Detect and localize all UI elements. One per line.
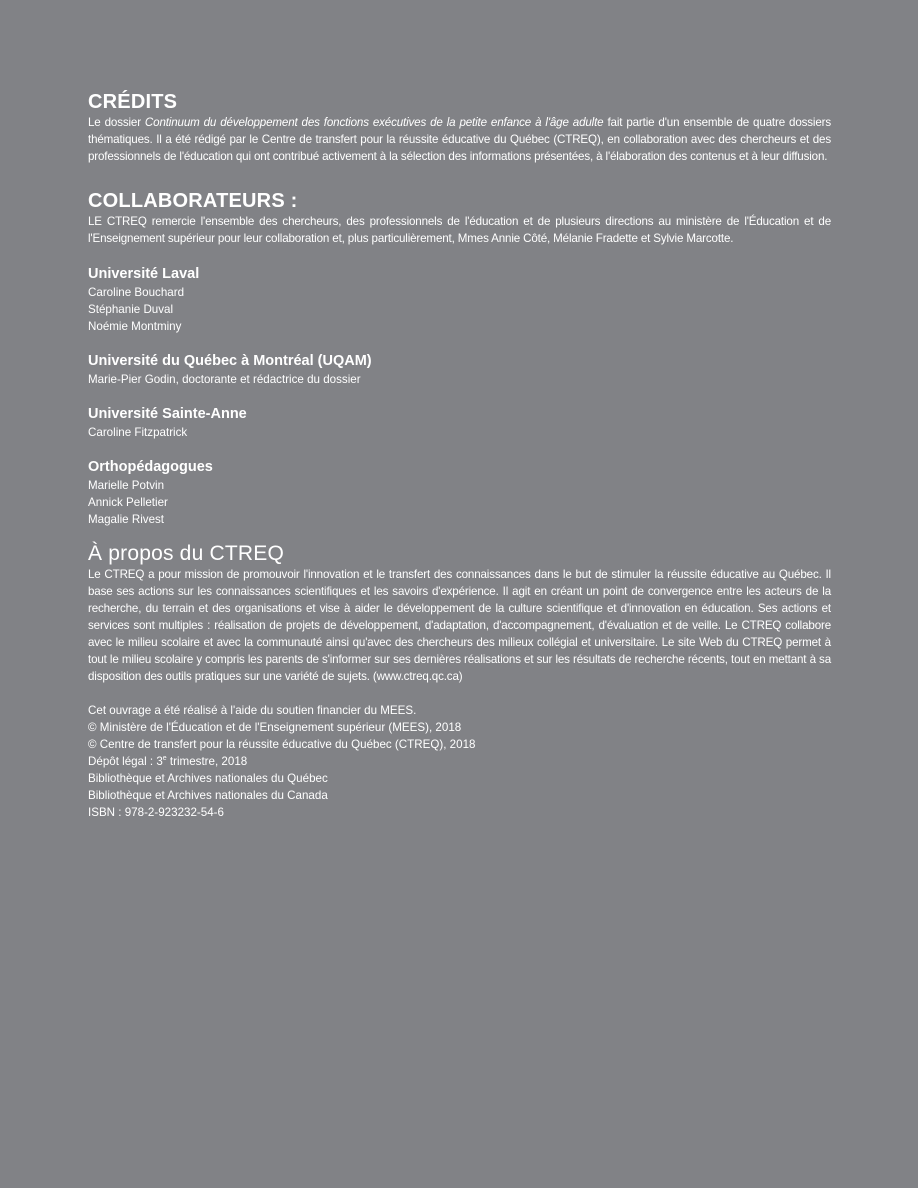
bibliotheque-canada: Bibliothèque et Archives nationales du Canada <box>88 789 328 802</box>
group-uqam <box>88 352 831 388</box>
funding-notice: Cet ouvrage a été réalisé à l'aide du soutien financier du MEES. <box>88 704 417 717</box>
credits-text-after: fait partie d'un ensemble de quatre dossiers thématiques. Il a été rédigé par le Centre de transfert pour la réussite éducative du Québec (CTREQ), en collaboration avec des chercheurs et des professionnels de l'éducation qui ont contribué activement à la sélection des informations présentées, à l'élaboration des contenus et à leur diffusion. <box>88 116 831 163</box>
group-member: Caroline Fitzpatrick <box>88 426 188 439</box>
group-member: Annick Pelletier <box>88 496 168 509</box>
group-member: Stéphanie Duval <box>88 303 174 316</box>
group-member: Marie-Pier Godin, doctorante et rédactrice du dossier <box>88 373 361 386</box>
legal-notices <box>88 702 831 821</box>
group-universite-laval <box>88 265 831 335</box>
collaborateurs-paragraph: LE CTREQ remercie l'ensemble des chercheurs, des professionnels de l'éducation et de plusieurs directions au ministère de l'Éducation et de l'Enseignement supérieur pour leur collaboration et, plus particulièrement, Mmes Annie Côté, Mélanie Fradette et Sylvie Marcotte. <box>88 215 831 245</box>
credits-heading: CRÉDITS <box>88 91 178 113</box>
apropos-heading: À propos du CTREQ <box>88 542 284 565</box>
depot-suffix: trimestre, 2018 <box>166 755 248 768</box>
apropos-paragraph: Le CTREQ a pour mission de promouvoir l'innovation et le transfert des connaissances dans le but de stimuler la réussite éducative au Québec. Il base ses actions sur les connaissances scientifiques et les savoirs d'expérience. Il agit en créant un point de convergence entre les acteurs de la recherche, du terrain et des organisations et vise à aider le développement de la culture scientifique et d'innovation en éducation. Ses actions et services sont multiples : réalisation de projets de développement, d'adaptation, d'accompagnement, d'évaluation et de veille. Le CTREQ collabore avec le milieu scolaire et avec la communauté ainsi qu'avec des chercheurs des milieux collégial et universitaire. Le site Web du CTREQ permet à tout le milieu scolaire y compris les parents de s'informer sur ses dernières réalisations et sur les résultats de recherche récents, tout en mettant à sa disposition des outils pratiques sur une variété de sujets. (www.ctreq.qc.ca) <box>88 568 831 683</box>
copyright-mees: © Ministère de l'Éducation et de l'Enseignement supérieur (MEES), 2018 <box>88 721 462 734</box>
group-orthopedagogues <box>88 458 831 528</box>
isbn: ISBN : 978-2-923232-54-6 <box>88 806 224 819</box>
collaborateurs-heading: COLLABORATEURS : <box>88 190 298 212</box>
group-member: Marielle Potvin <box>88 479 165 492</box>
group-title: Université Laval <box>88 266 200 282</box>
group-member: Caroline Bouchard <box>88 286 185 299</box>
group-universite-sainte-anne <box>88 405 831 441</box>
depot-ordinal: e <box>162 755 167 763</box>
copyright-ctreq: © Centre de transfert pour la réussite éducative du Québec (CTREQ), 2018 <box>88 738 476 751</box>
credits-page-content <box>88 90 831 821</box>
credits-text-before: Le dossier <box>88 116 145 129</box>
depot-prefix: Dépôt légal : 3 <box>88 755 163 768</box>
group-title: Orthopédagogues <box>88 459 213 475</box>
group-member: Magalie Rivest <box>88 513 165 526</box>
dossier-title: Continuum du développement des fonctions exécutives de la petite enfance à l'âge adulte <box>144 116 604 129</box>
group-title: Université Sainte-Anne <box>88 406 247 422</box>
depot-legal <box>88 753 831 770</box>
group-member: Noémie Montminy <box>88 320 182 333</box>
bibliotheque-quebec: Bibliothèque et Archives nationales du Québec <box>88 772 328 785</box>
group-title: Université du Québec à Montréal (UQAM) <box>88 353 372 369</box>
credits-paragraph <box>88 114 831 165</box>
